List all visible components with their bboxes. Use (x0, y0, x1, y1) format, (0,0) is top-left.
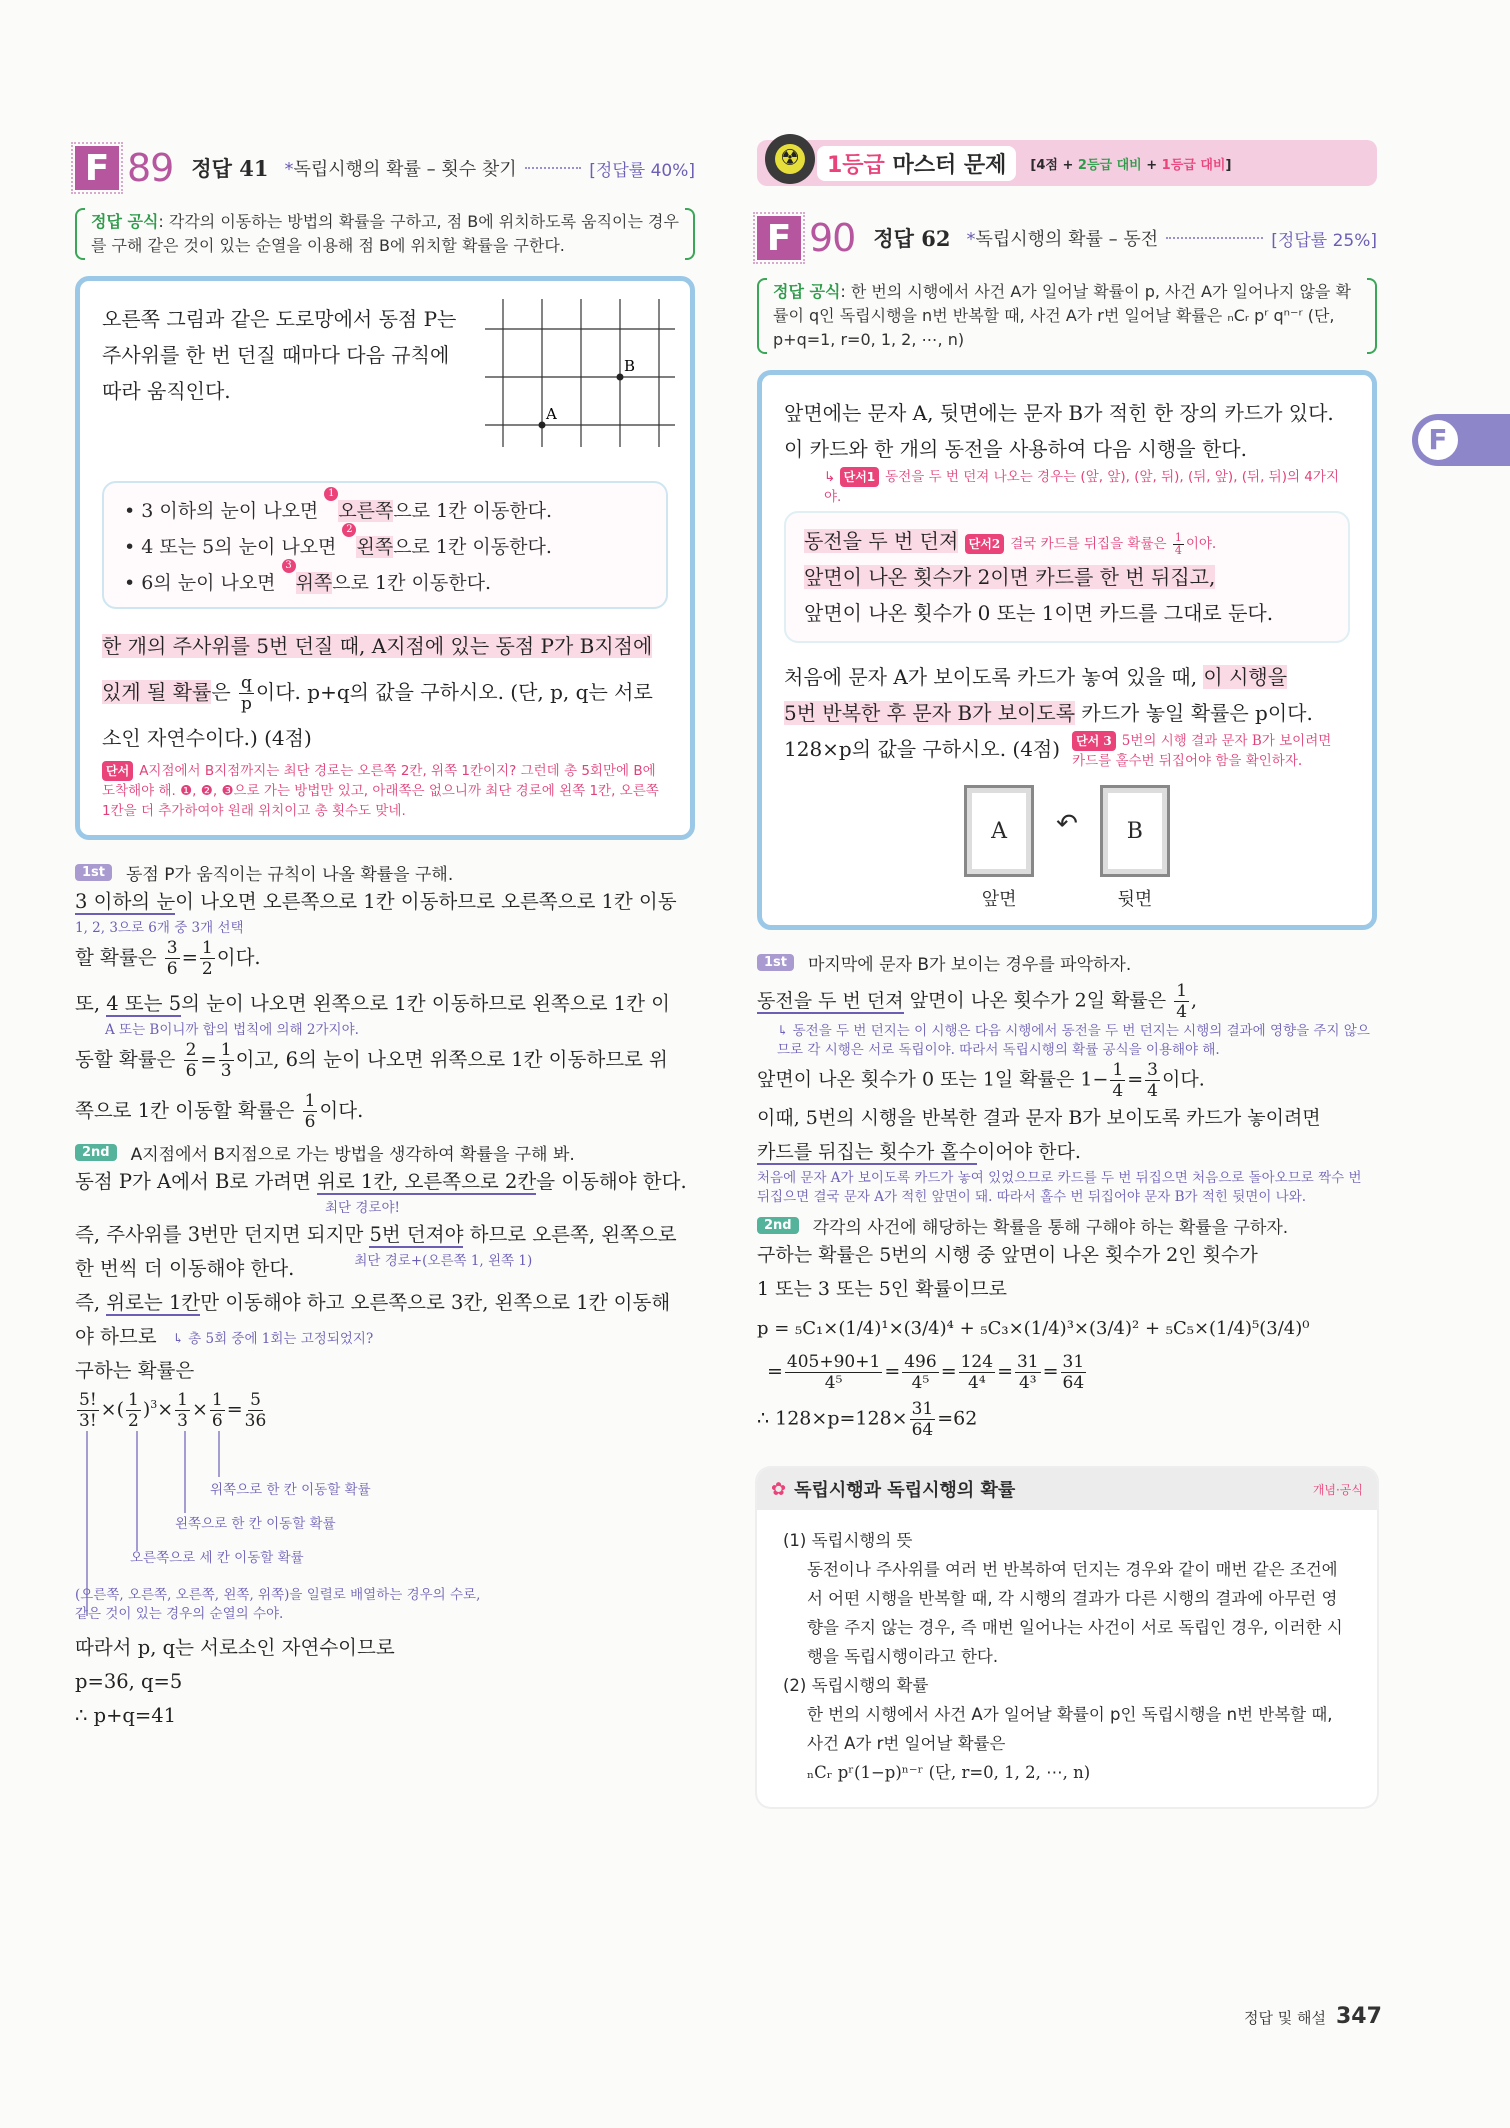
rule-left: • 4 또는 5의 눈이 나오면 2왼쪽으로 1칸 이동한다. (124, 524, 552, 558)
card-front: A (964, 785, 1034, 877)
solution-step-1: 3 이하의 눈이 나오면 오른쪽으로 1칸 이동하므로 오른쪽으로 1칸 이동 1, 2, 3으로 6개 중 3개 선택 할 확률은 $\frac{3}{6}$ = $\frac{1}{2}$ 이다. 또, 4 또는 5의 눈이 나오면 왼쪽으로 1칸 이동하므로 왼쪽으로 1칸 이 A 또는 B이니까 합의 법칙에 의해 2가지야. 동할 확률은 $\frac{2}{6}$ = $\frac{1}{3}$ 이고, 6의 눈이 나오면 위쪽으로 1칸 이동하므로 위 쪽으로 1칸 이동할 확률은 $\frac{1}{6}$ 이다. (75, 890, 677, 1132)
equation-3: ∴ 128×p=128× $\frac{31}{64}$ =62 (757, 1399, 978, 1440)
flower-icon: ✿ (771, 1478, 787, 1500)
svg-text:B: B (624, 357, 636, 375)
topic: *독립시행의 확률 – 횟수 찾기 (284, 159, 517, 180)
equation-2: = $\frac{405+90+1}{\text{4⁵}}$ = $\frac{496}{\text{4⁵}}$ = $\frac{124}{\text{4⁴}}$ = $\frac{31}{\text{4³}}$ = $\frac{31}{64}$ (767, 1352, 1085, 1393)
step-2-header: 2nd A지점에서 B지점으로 가는 방법을 생각하여 확률을 구해 봐. (75, 1140, 695, 1165)
solution-step-2: 동점 P가 A에서 B로 가려면 위로 1칸, 오른쪽으로 2칸을 이동해야 한다. 최단 경로야! 즉, 주사위를 3번만 던지면 되지만 5번 던져야 하므로 오른쪽, 왼쪽으로 한 번씩 더 이동해야 한다. 최단 경로+(오른쪽 1, 왼쪽 1) 즉, 위로는 1칸만 이동해야 하고 오른쪽으로 3칸, 왼쪽으로 1칸 이동해 야 하므로 ↳ 총 5회 중에 1회는 고정되었지? 구하는 확률은 $\frac{5!}{3!}$ ×( $\frac{1}{2}$ )$^3$× $\frac{1}{3}$ × $\frac{1}{6}$ = $\frac{5}{36}$ 위쪽으로 한 칸 이동할 확률 왼쪽으로 한 칸 이동할 확률 오른쪽으로 세 칸 이동할 확률 (오른쪽, 오른쪽, 오른쪽, 왼쪽, 위쪽)을 일렬로 배열하는 경우의 수로, 같은 것이 있는 경우의 순열의 수야. 따라서 p, q는 서로소인 자연수이므로 p=36, q=5 ∴ p+q=41 (75, 1165, 695, 1733)
card-figure: A 앞면 ↶ B 뒷면 (784, 785, 1350, 911)
step-2-header: 2nd 각각의 사건에 해당하는 확률을 통해 구해야 하는 확률을 구하자. (757, 1213, 1377, 1238)
problem-89-column (75, 140, 695, 1733)
answer: 정답 62 (873, 226, 951, 251)
problem-number: 89 (127, 146, 174, 190)
problem-intro: 오른쪽 그림과 같은 도로망에서 동점 P는 주사위를 한 번 던질 때마다 다음 규칙에 따라 움직인다. (102, 307, 457, 403)
chapter-side-tab (1412, 414, 1510, 466)
problem-box (75, 276, 695, 840)
movement-rules (102, 481, 668, 609)
equation-1: p = ₅C₁×(1/4)¹×(3/4)⁴ + ₅C₃×(1/4)³×(3/4)² + ₅C₅×(1/4)⁵(3/4)⁰ (757, 1318, 1310, 1339)
solution-step-2: 구하는 확률은 5번의 시행 중 앞면이 나온 횟수가 2인 횟수가 1 또는 3 또는 5인 확률이므로 p = ₅C₁×(1/4)¹×(3/4)⁴ + ₅C₃×(1/4)³×(3/4)² + ₅C₅×(1/4)⁵(3/4)⁰ = $\frac{405+90+1}{\text{4⁵}}$ = $\frac{496}{\text{4⁵}}$ = $\frac{124}{\text{4⁴}}$ = $\frac{31}{\text{4³}}$ = $\frac{31}{64}$ ∴ 128×p=128× $\frac{31}{64}$ =62 (757, 1238, 1377, 1440)
concept-box: ✿ 독립시행과 독립시행의 확률 개념·공식 (1) 독립시행의 뜻 동전이나 주사위를 여러 번 반복하여 던지는 경우와 같이 매번 같은 조건에서 어떤 시행을 반복할 때, 각 시행의 결과가 다른 시행의 결과에 아무런 영향을 주지 않는 경우, 즉 매번 일어나는 사건이 서로 독립인 경우, 이러한 시행을 독립시행이라고 한다. (2) 독립시행의 확률 한 번의 시행에서 사건 A가 일어날 확률이 p인 독립시행을 n번 반복할 때, 사건 A가 r번 일어날 확률은 ₙCᵣ pʳ(1−p)ⁿ⁻ʳ (단, r=0, 1, 2, ⋯, n) (757, 1468, 1377, 1807)
problem-90-column (757, 140, 1377, 1807)
hint: 단서 A지점에서 B지점까지는 최단 경로는 오른쪽 2칸, 위쪽 1칸이지? 그런데 총 5회만에 B에 도착해야 해. ❶, ❷, ❸으로 가는 방법만 있고, 아래쪽은 없으니까 최단 경로에 왼쪽 1칸, 오른쪽 1칸을 더 추가하여야 원래 위치이고 총 횟수도 맞네. (102, 763, 659, 819)
calc-annotations: 위쪽으로 한 칸 이동할 확률 왼쪽으로 한 칸 이동할 확률 오른쪽으로 세 칸 이동할 확률 (오른쪽, 오른쪽, 오른쪽, 왼쪽, 위쪽)을 일렬로 배열하는 경우의 수로, 같은 것이 있는 경우의 순열의 수야. (75, 1481, 481, 1622)
chapter-badge: F (757, 216, 801, 260)
leader-dots (1166, 237, 1263, 239)
problem-number: 90 (809, 216, 856, 260)
master-problem-banner: ☢ 1등급 마스터 문제 [4점 + 2등급 대비 + 1등급 대비] (757, 140, 1377, 186)
answer: 정답 41 (191, 156, 269, 181)
card-back: B (1100, 785, 1170, 877)
problem-question: 처음에 문자 A가 보이도록 카드가 놓여 있을 때, 이 시행을 5번 반복한 후 문자 B가 보이도록 카드가 놓일 확률은 p이다. 128×p의 값을 구하시오. (4점) 단서 3 5번의 시행 결과 문자 B가 보이려면 카드를 홀수번 뒤집어야 함을 확인하자. (784, 665, 1332, 769)
trial-rules: 동전을 두 번 던져 단서2 결국 카드를 뒤집을 확률은 $\frac{1}{4}$ 이야. 앞면이 나온 횟수가 2이면 카드를 한 번 뒤집고, 앞면이 나온 횟수가 0 또는 1이면 카드를 그대로 둔다. (784, 511, 1350, 643)
problem-header (75, 140, 695, 196)
chapter-badge: F (75, 146, 119, 190)
rule-up: • 6의 눈이 나오면 3위쪽으로 1칸 이동한다. (124, 560, 491, 594)
answer-formula: 정답 공식: 한 번의 시행에서 사건 A가 일어날 확률이 p, 사건 A가 일어나지 않을 확률이 q인 독립시행을 n번 반복할 때, 사건 A가 r번 일어날 확률은 ₙCᵣ pʳ qⁿ⁻ʳ (단, p+q=1, r=0, 1, 2, ⋯, n) (757, 276, 1377, 356)
rule-right: • 3 이하의 눈이 나오면 1오른쪽으로 1칸 이동한다. (124, 488, 553, 522)
correct-rate: [정답률 40%] (589, 160, 695, 181)
solution-step-1: 동전을 두 번 던져 앞면이 나온 횟수가 2일 확률은 $\frac{1}{4}$ , ↳ 동전을 두 번 던지는 이 시행은 다음 시행에서 동전을 두 번 던지는 시행의 결과에 영향을 주지 않으므로 각 시행은 서로 독립이야. 따라서 독립시행의 확률 공식을 이용해야 해. 앞면이 나온 횟수가 0 또는 1일 확률은 1− $\frac{1}{4}$ = $\frac{3}{4}$ 이다. 이때, 5번의 시행을 반복한 결과 문자 B가 보이도록 카드가 놓이려면 카드를 뒤집는 횟수가 홀수이어야 한다. 처음에 문자 A가 보이도록 카드가 놓여 있었으므로 카드를 두 번 뒤집으면 처음으로 돌아오므로 짝수 번 뒤집으면 결국 문자 A가 적힌 앞면이 돼. 따라서 홀수 번 뒤집어야 문자 B가 적힌 뒷면이 나와. (757, 981, 1370, 1205)
problem-intro: 앞면에는 문자 A, 뒷면에는 문자 B가 적힌 한 장의 카드가 있다. 이 카드와 한 개의 동전을 사용하여 다음 시행을 한다. (784, 401, 1334, 461)
svg-text:A: A (546, 405, 557, 423)
road-grid-figure (475, 299, 675, 449)
chapter-letter: F (1416, 418, 1460, 462)
flip-arrow-icon: ↶ (1056, 809, 1078, 839)
page-number: 347 (1336, 2004, 1382, 2029)
step-1-header: 1st 마지막에 문자 B가 보이는 경우를 파악하자. (757, 950, 1377, 975)
bomb-icon: ☢ (765, 134, 815, 184)
problem-header (757, 210, 1377, 266)
problem-question: 한 개의 주사위를 5번 던질 때, A지점에 있는 동점 P가 B지점에 있게 될 확률은 $\frac{q}{p}$ 이다. p+q의 값을 구하시오. (단, p, q는 서로소인 자연수이다.) (4점) (102, 634, 653, 750)
hint-1: ↳ 단서1 동전을 두 번 던져 나오는 경우는 (앞, 앞), (앞, 뒤), (뒤, 앞), (뒤, 뒤)의 4가지야. (824, 469, 1339, 505)
problem-box (757, 370, 1377, 930)
answer-formula: 정답 공식: 각각의 이동하는 방법의 확률을 구하고, 점 B에 위치하도록 움직이는 경우를 구해 같은 것이 있는 순열을 이용해 점 B에 위치할 확률을 구한다. (75, 206, 695, 262)
topic: *독립시행의 확률 – 동전 (966, 229, 1159, 250)
leader-dots (525, 167, 582, 169)
page-footer: 정답 및 해설 347 (1244, 2004, 1382, 2029)
probability-calc: $\frac{5!}{3!}$ ×( $\frac{1}{2}$ )$^3$× $\frac{1}{3}$ × $\frac{1}{6}$ = $\frac{5}{36}$ (79, 1389, 267, 1431)
correct-rate: [정답률 25%] (1271, 230, 1377, 251)
step-1-header: 1st 동점 P가 움직이는 규칙이 나올 확률을 구해. (75, 860, 695, 885)
